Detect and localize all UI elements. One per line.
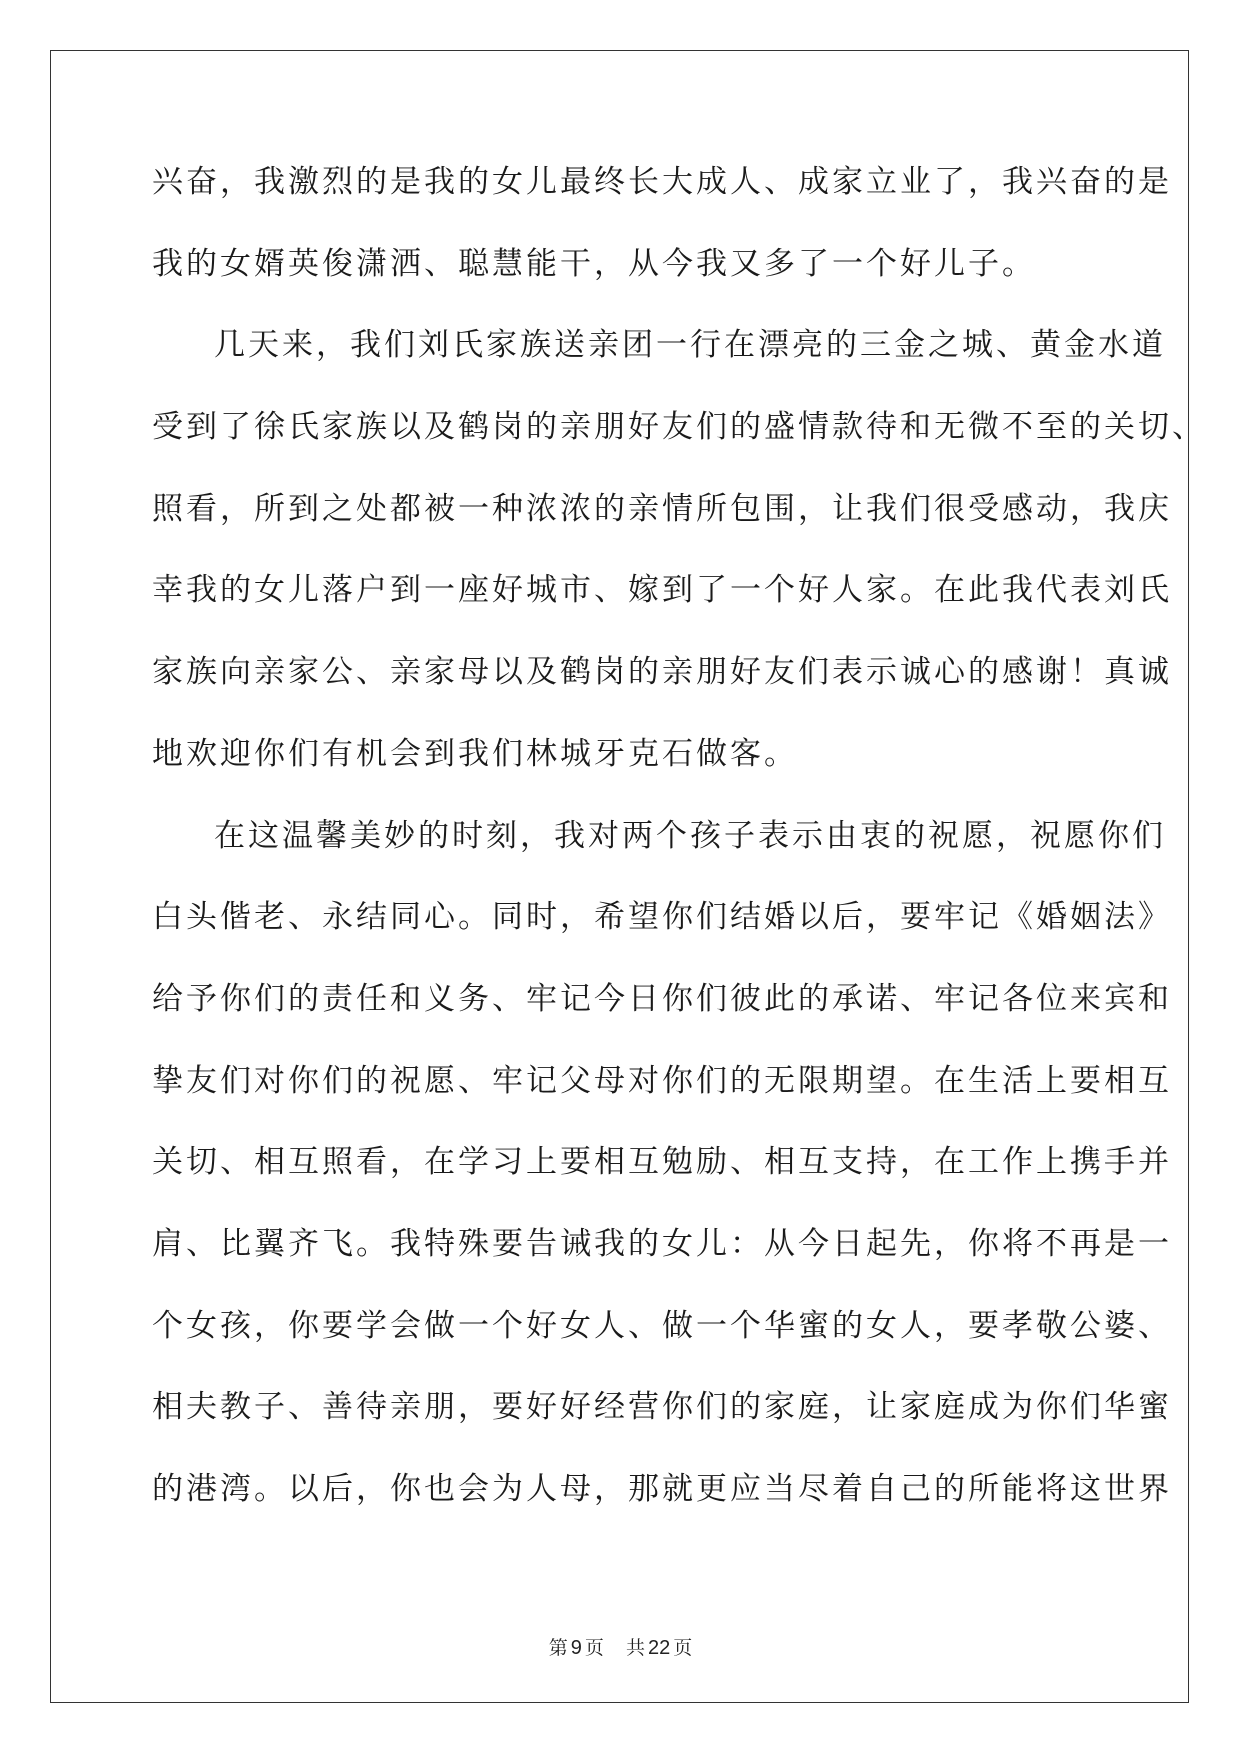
- text-line-10: 白头偕老、永结同心。同时，希望你们结婚以后，要牢记《婚姻法》: [152, 899, 1172, 936]
- text-line-15: 个女孩，你要学会做一个好女人、做一个华蜜的女人，要孝敬公婆、: [152, 1307, 1172, 1344]
- text-line-17: 的港湾。以后，你也会为人母，那就更应当尽着自己的所能将这世界: [152, 1471, 1172, 1507]
- page-suffix: 页: [584, 1637, 604, 1659]
- total-suffix: 页: [673, 1637, 693, 1659]
- page-number: 9: [570, 1637, 582, 1659]
- text-line-7: 家族向亲家公、亲家母以及鹤岗的亲朋好友们表示诚心的感谢！真诚: [152, 654, 1172, 691]
- text-line-3: 几天来，我们刘氏家族送亲团一行在漂亮的三金之城、黄金水道: [214, 327, 1166, 364]
- text-line-6: 幸我的女儿落户到一座好城市、嫁到了一个好人家。在此我代表刘氏: [152, 572, 1172, 609]
- text-line-4: 受到了徐氏家族以及鹤岗的亲朋好友们的盛情款待和无微不至的关切、: [152, 409, 1206, 446]
- text-line-8: 地欢迎你们有机会到我们林城牙克石做客。: [152, 735, 798, 772]
- text-line-13: 关切、相互照看，在学习上要相互勉励、相互支持，在工作上携手并: [152, 1144, 1172, 1181]
- page-footer: [0, 1636, 1241, 1660]
- document-body: [152, 162, 1206, 1551]
- text-line-16: 相夫教子、善待亲朋，要好好经营你们的家庭，让家庭成为你们华蜜: [152, 1389, 1172, 1426]
- total-prefix: 共: [625, 1637, 645, 1659]
- text-line-2: 我的女婿英俊潇洒、聪慧能干，从今我又多了一个好儿子。: [152, 245, 1036, 282]
- text-line-5: 照看，所到之处都被一种浓浓的亲情所包围，让我们很受感动，我庆: [152, 490, 1172, 527]
- page-prefix: 第: [548, 1637, 568, 1659]
- text-line-14: 肩、比翼齐飞。我特殊要告诫我的女儿：从今日起先，你将不再是一: [152, 1225, 1172, 1262]
- text-line-1: 兴奋，我激烈的是我的女儿最终长大成人、成家立业了，我兴奋的是: [152, 164, 1172, 200]
- text-line-12: 挚友们对你们的祝愿、牢记父母对你们的无限期望。在生活上要相互: [152, 1062, 1172, 1099]
- text-line-9: 在这温馨美妙的时刻，我对两个孩子表示由衷的祝愿，祝愿你们: [214, 817, 1166, 854]
- total-pages: 22: [647, 1637, 671, 1659]
- text-line-11: 给予你们的责任和义务、牢记今日你们彼此的承诺、牢记各位来宾和: [152, 980, 1172, 1017]
